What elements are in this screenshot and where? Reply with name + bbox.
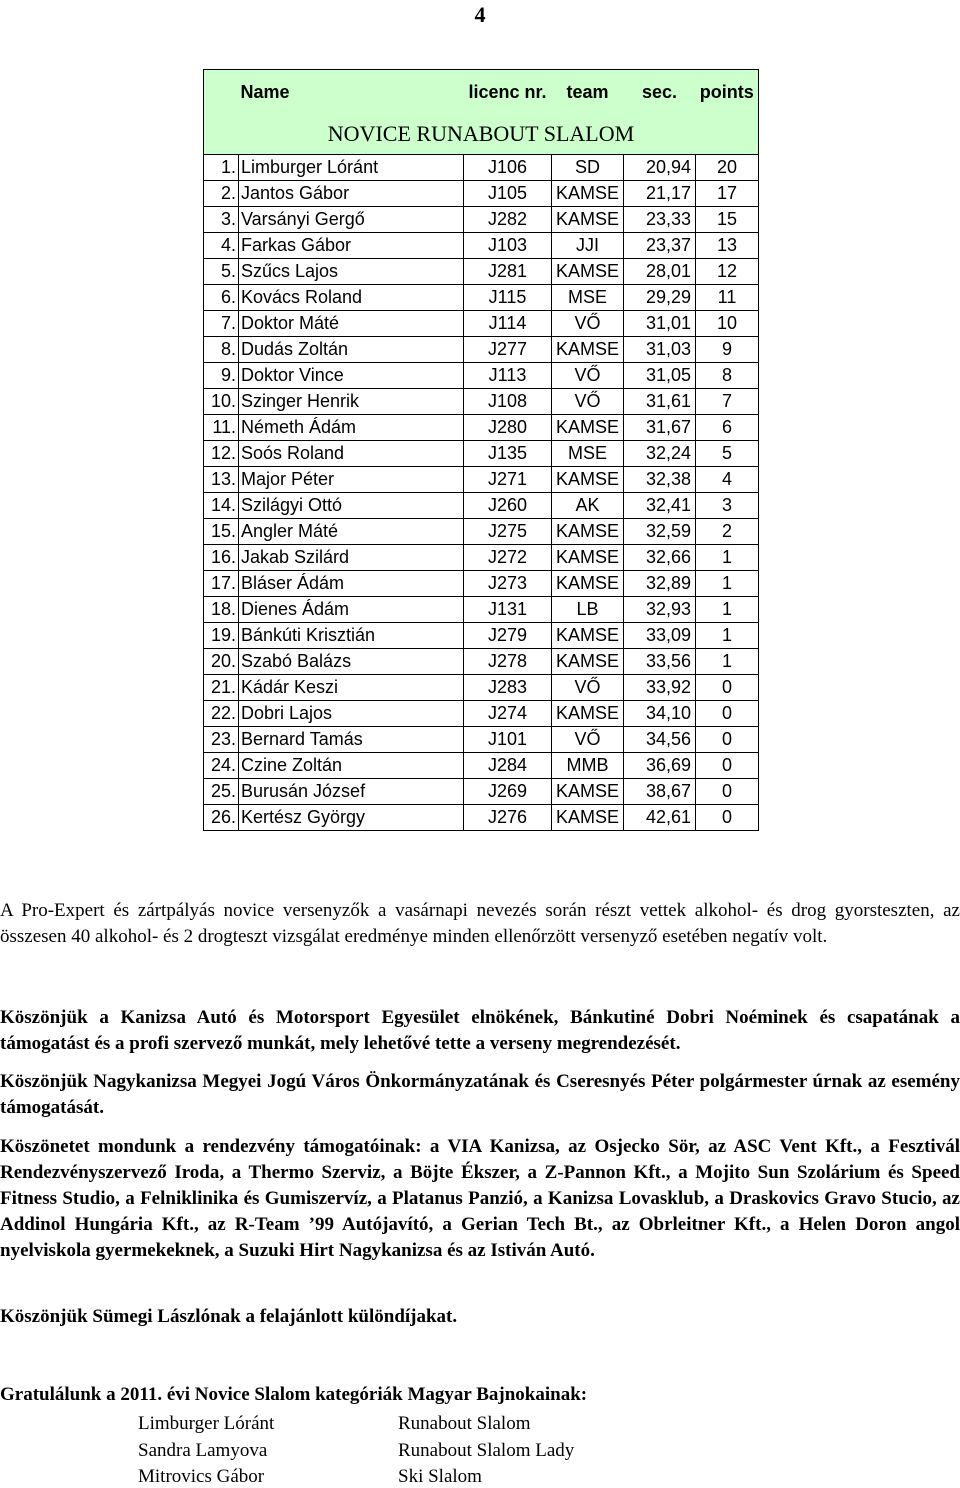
cell-rank: 11. bbox=[204, 415, 239, 441]
cell-team: KAMSE bbox=[552, 181, 624, 207]
table-row bbox=[204, 155, 759, 181]
cell-rank: 16. bbox=[204, 545, 239, 571]
cell-licence: J105 bbox=[464, 181, 552, 207]
cell-team: KAMSE bbox=[552, 467, 624, 493]
cell-team: KAMSE bbox=[552, 649, 624, 675]
cell-points: 3 bbox=[696, 493, 759, 519]
cell-name: Szűcs Lajos bbox=[239, 259, 464, 285]
cell-rank: 9. bbox=[204, 363, 239, 389]
cell-sec: 33,92 bbox=[624, 675, 696, 701]
cell-sec: 32,89 bbox=[624, 571, 696, 597]
cell-sec: 32,59 bbox=[624, 519, 696, 545]
champion-name: Mitrovics Gábor bbox=[138, 1466, 265, 1487]
cell-sec: 33,56 bbox=[624, 649, 696, 675]
table-row bbox=[204, 805, 759, 831]
cell-sec: 34,10 bbox=[624, 701, 696, 727]
cell-sec: 31,01 bbox=[624, 311, 696, 337]
cell-licence: J280 bbox=[464, 415, 552, 441]
cell-rank: 6. bbox=[204, 285, 239, 311]
cell-sec: 28,01 bbox=[624, 259, 696, 285]
champion-name: Limburger Lóránt bbox=[138, 1413, 275, 1434]
cell-sec: 21,17 bbox=[624, 181, 696, 207]
cell-rank: 7. bbox=[204, 311, 239, 337]
cell-sec: 36,69 bbox=[624, 753, 696, 779]
cell-name: Soós Roland bbox=[239, 441, 464, 467]
paragraph-thanks-club: Köszönjük a Kanizsa Autó és Motorsport Egyesület elnökének, Bánkutiné Dobri Noéminek és csapatának a támogatást és a profi szervező munkát, mely lehetővé tette a verseny megrendezését. bbox=[0, 1007, 960, 1054]
cell-rank: 1. bbox=[204, 155, 239, 181]
cell-team: MSE bbox=[552, 441, 624, 467]
cell-name: Dobri Lajos bbox=[239, 701, 464, 727]
cell-sec: 31,61 bbox=[624, 389, 696, 415]
cell-licence: J281 bbox=[464, 259, 552, 285]
cell-points: 20 bbox=[696, 155, 759, 181]
champions-title: Gratulálunk a 2011. évi Novice Slalom kategóriák Magyar Bajnokainak: bbox=[0, 1384, 588, 1405]
cell-licence: J273 bbox=[464, 571, 552, 597]
cell-team: KAMSE bbox=[552, 779, 624, 805]
cell-rank: 23. bbox=[204, 727, 239, 753]
cell-points: 0 bbox=[696, 753, 759, 779]
cell-team: KAMSE bbox=[552, 519, 624, 545]
cell-licence: J108 bbox=[464, 389, 552, 415]
cell-team: KAMSE bbox=[552, 207, 624, 233]
table-header-row bbox=[204, 70, 759, 115]
cell-sec: 32,66 bbox=[624, 545, 696, 571]
cell-licence: J277 bbox=[464, 337, 552, 363]
table-row bbox=[204, 363, 759, 389]
cell-name: Németh Ádám bbox=[239, 415, 464, 441]
table-row bbox=[204, 493, 759, 519]
cell-name: Angler Máté bbox=[239, 519, 464, 545]
cell-rank: 3. bbox=[204, 207, 239, 233]
cell-team: KAMSE bbox=[552, 571, 624, 597]
page-number: 4 bbox=[474, 2, 486, 27]
cell-rank: 24. bbox=[204, 753, 239, 779]
cell-sec: 32,38 bbox=[624, 467, 696, 493]
cell-team: MMB bbox=[552, 753, 624, 779]
cell-licence: J131 bbox=[464, 597, 552, 623]
table-row bbox=[204, 441, 759, 467]
cell-points: 12 bbox=[696, 259, 759, 285]
cell-sec: 38,67 bbox=[624, 779, 696, 805]
table-row bbox=[204, 623, 759, 649]
cell-name: Jantos Gábor bbox=[239, 181, 464, 207]
cell-licence: J278 bbox=[464, 649, 552, 675]
cell-points: 0 bbox=[696, 779, 759, 805]
cell-sec: 42,61 bbox=[624, 805, 696, 831]
cell-rank: 2. bbox=[204, 181, 239, 207]
cell-licence: J276 bbox=[464, 805, 552, 831]
cell-rank: 12. bbox=[204, 441, 239, 467]
champion-category: Runabout Slalom bbox=[398, 1413, 531, 1434]
table-row bbox=[204, 259, 759, 285]
category-title: NOVICE RUNABOUT SLALOM bbox=[204, 114, 759, 155]
cell-name: Burusán József bbox=[239, 779, 464, 805]
table-row bbox=[204, 675, 759, 701]
cell-sec: 34,56 bbox=[624, 727, 696, 753]
cell-name: Szilágyi Ottó bbox=[239, 493, 464, 519]
cell-sec: 31,03 bbox=[624, 337, 696, 363]
cell-rank: 10. bbox=[204, 389, 239, 415]
cell-sec: 31,67 bbox=[624, 415, 696, 441]
table-row bbox=[204, 415, 759, 441]
table-row bbox=[204, 779, 759, 805]
table-row bbox=[204, 571, 759, 597]
cell-licence: J271 bbox=[464, 467, 552, 493]
table-row bbox=[204, 649, 759, 675]
results-table bbox=[203, 69, 759, 831]
table-row bbox=[204, 467, 759, 493]
cell-rank: 14. bbox=[204, 493, 239, 519]
table-row bbox=[204, 233, 759, 259]
champion-name: Sandra Lamyova bbox=[138, 1440, 268, 1461]
table-row bbox=[204, 285, 759, 311]
paragraph-thanks-city: Köszönjük Nagykanizsa Megyei Jogú Város Önkormányzatának és Cseresnyés Péter polgármester úrnak az esemény támogatását. bbox=[0, 1071, 960, 1118]
cell-points: 15 bbox=[696, 207, 759, 233]
cell-points: 0 bbox=[696, 701, 759, 727]
header-licence: licenc nr. bbox=[464, 70, 552, 115]
cell-licence: J106 bbox=[464, 155, 552, 181]
cell-licence: J282 bbox=[464, 207, 552, 233]
cell-sec: 20,94 bbox=[624, 155, 696, 181]
cell-points: 4 bbox=[696, 467, 759, 493]
cell-team: VŐ bbox=[552, 311, 624, 337]
header-rank bbox=[204, 70, 239, 115]
cell-sec: 23,33 bbox=[624, 207, 696, 233]
cell-points: 9 bbox=[696, 337, 759, 363]
header-points: points bbox=[696, 70, 759, 115]
table-row bbox=[204, 181, 759, 207]
cell-name: Limburger Lóránt bbox=[239, 155, 464, 181]
cell-team: VŐ bbox=[552, 675, 624, 701]
table-row bbox=[204, 389, 759, 415]
cell-rank: 17. bbox=[204, 571, 239, 597]
cell-rank: 18. bbox=[204, 597, 239, 623]
cell-points: 8 bbox=[696, 363, 759, 389]
cell-name: Bánkúti Krisztián bbox=[239, 623, 464, 649]
header-sec: sec. bbox=[624, 70, 696, 115]
cell-rank: 5. bbox=[204, 259, 239, 285]
table-row bbox=[204, 545, 759, 571]
cell-points: 1 bbox=[696, 649, 759, 675]
cell-points: 0 bbox=[696, 805, 759, 831]
cell-name: Jakab Szilárd bbox=[239, 545, 464, 571]
cell-licence: J283 bbox=[464, 675, 552, 701]
cell-team: KAMSE bbox=[552, 259, 624, 285]
cell-points: 0 bbox=[696, 727, 759, 753]
cell-licence: J284 bbox=[464, 753, 552, 779]
cell-team: AK bbox=[552, 493, 624, 519]
cell-team: VŐ bbox=[552, 389, 624, 415]
cell-points: 2 bbox=[696, 519, 759, 545]
cell-rank: 4. bbox=[204, 233, 239, 259]
table-row bbox=[204, 727, 759, 753]
cell-team: LB bbox=[552, 597, 624, 623]
cell-name: Dudás Zoltán bbox=[239, 337, 464, 363]
cell-licence: J101 bbox=[464, 727, 552, 753]
cell-team: MSE bbox=[552, 285, 624, 311]
cell-rank: 21. bbox=[204, 675, 239, 701]
cell-name: Dienes Ádám bbox=[239, 597, 464, 623]
cell-rank: 26. bbox=[204, 805, 239, 831]
cell-licence: J115 bbox=[464, 285, 552, 311]
cell-points: 5 bbox=[696, 441, 759, 467]
table-row bbox=[204, 753, 759, 779]
champion-category: Ski Slalom bbox=[398, 1466, 482, 1487]
table-row bbox=[204, 597, 759, 623]
cell-rank: 20. bbox=[204, 649, 239, 675]
cell-name: Doktor Máté bbox=[239, 311, 464, 337]
cell-name: Kovács Roland bbox=[239, 285, 464, 311]
cell-rank: 19. bbox=[204, 623, 239, 649]
table-row bbox=[204, 337, 759, 363]
cell-team: KAMSE bbox=[552, 805, 624, 831]
cell-points: 17 bbox=[696, 181, 759, 207]
cell-licence: J275 bbox=[464, 519, 552, 545]
cell-rank: 8. bbox=[204, 337, 239, 363]
cell-team: KAMSE bbox=[552, 545, 624, 571]
cell-licence: J272 bbox=[464, 545, 552, 571]
cell-rank: 13. bbox=[204, 467, 239, 493]
champion-category: Runabout Slalom Lady bbox=[398, 1440, 575, 1461]
cell-name: Szabó Balázs bbox=[239, 649, 464, 675]
cell-points: 10 bbox=[696, 311, 759, 337]
cell-points: 1 bbox=[696, 597, 759, 623]
cell-team: VŐ bbox=[552, 363, 624, 389]
cell-sec: 32,41 bbox=[624, 493, 696, 519]
cell-points: 1 bbox=[696, 571, 759, 597]
cell-points: 1 bbox=[696, 545, 759, 571]
cell-points: 13 bbox=[696, 233, 759, 259]
cell-rank: 22. bbox=[204, 701, 239, 727]
cell-name: Farkas Gábor bbox=[239, 233, 464, 259]
cell-name: Kádár Keszi bbox=[239, 675, 464, 701]
cell-name: Czine Zoltán bbox=[239, 753, 464, 779]
cell-licence: J269 bbox=[464, 779, 552, 805]
cell-licence: J103 bbox=[464, 233, 552, 259]
table-row bbox=[204, 311, 759, 337]
category-row bbox=[204, 114, 759, 155]
cell-name: Varsányi Gergő bbox=[239, 207, 464, 233]
cell-team: KAMSE bbox=[552, 701, 624, 727]
cell-name: Doktor Vince bbox=[239, 363, 464, 389]
header-team: team bbox=[552, 70, 624, 115]
cell-licence: J279 bbox=[464, 623, 552, 649]
cell-rank: 15. bbox=[204, 519, 239, 545]
cell-sec: 23,37 bbox=[624, 233, 696, 259]
cell-licence: J260 bbox=[464, 493, 552, 519]
cell-licence: J114 bbox=[464, 311, 552, 337]
cell-team: KAMSE bbox=[552, 337, 624, 363]
cell-points: 11 bbox=[696, 285, 759, 311]
cell-name: Bernard Tamás bbox=[239, 727, 464, 753]
table-row bbox=[204, 519, 759, 545]
cell-team: KAMSE bbox=[552, 623, 624, 649]
cell-sec: 32,93 bbox=[624, 597, 696, 623]
cell-team: KAMSE bbox=[552, 415, 624, 441]
cell-licence: J113 bbox=[464, 363, 552, 389]
cell-name: Bláser Ádám bbox=[239, 571, 464, 597]
table-row bbox=[204, 207, 759, 233]
cell-sec: 29,29 bbox=[624, 285, 696, 311]
paragraph-special-prizes: Köszönjük Sümegi Lászlónak a felajánlott különdíjakat. bbox=[0, 1306, 458, 1327]
paragraph-drug-test: A Pro-Expert és zártpályás novice versenyzők a vasárnapi nevezés során részt vettek alkohol- és drog gyorsteszten, az összesen 40 alkohol- és 2 drogteszt vizsgálat eredménye minden ellenőrzött versenyző esetében negatív volt. bbox=[0, 900, 960, 947]
cell-rank: 25. bbox=[204, 779, 239, 805]
cell-points: 1 bbox=[696, 623, 759, 649]
cell-team: JJI bbox=[552, 233, 624, 259]
cell-sec: 31,05 bbox=[624, 363, 696, 389]
table-row bbox=[204, 701, 759, 727]
cell-name: Szinger Henrik bbox=[239, 389, 464, 415]
header-name: Name bbox=[239, 70, 464, 115]
cell-points: 6 bbox=[696, 415, 759, 441]
cell-licence: J274 bbox=[464, 701, 552, 727]
cell-name: Kertész György bbox=[239, 805, 464, 831]
paragraph-sponsors: Köszönetet mondunk a rendezvény támogatóinak: a VIA Kanizsa, az Osjecko Sör, az ASC Vent Kft., a Fesztivál Rendezvényszervező Iroda, a Thermo Szerviz, a Böjte Ékszer, a Z-Pannon Kft., a Mojito Sun Szolárium és Speed Fitness Studio, a Felniklinika és Gumiszervíz, a Platanus Panzió, a Kanizsa Lovasklub, a Draskovics Gravo Stucio, az Addinol Hungária Kft., az R-Team ’99 Autójavító, a Gerian Tech Bt., az Obrleitner Kft., a Helen Doron angol nyelviskola gyermekeknek, a Suzuki Hirt Nagykanizsa és az Istiván Autó. bbox=[0, 1136, 960, 1261]
cell-points: 0 bbox=[696, 675, 759, 701]
cell-team: SD bbox=[552, 155, 624, 181]
cell-licence: J135 bbox=[464, 441, 552, 467]
cell-team: VŐ bbox=[552, 727, 624, 753]
cell-sec: 33,09 bbox=[624, 623, 696, 649]
cell-points: 7 bbox=[696, 389, 759, 415]
cell-name: Major Péter bbox=[239, 467, 464, 493]
cell-sec: 32,24 bbox=[624, 441, 696, 467]
